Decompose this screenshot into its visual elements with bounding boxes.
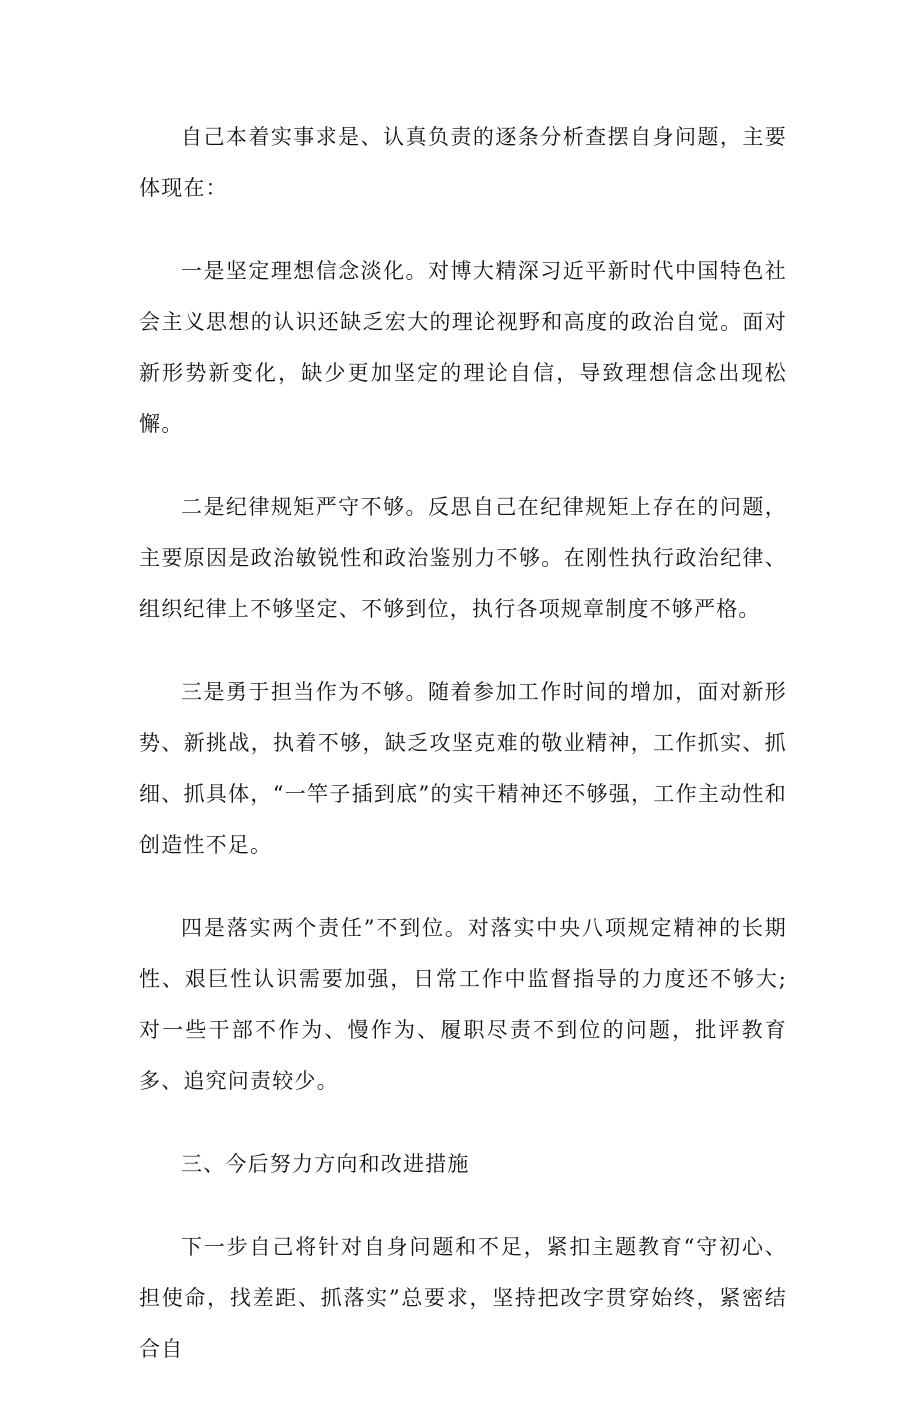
- document-body: [139, 112, 787, 1407]
- issue-paragraph-2: 二是纪律规矩严守不够。反思自己在纪律规矩上存在的问题，主要原因是政治敏锐性和政治鉴别力不够。在刚性执行政治纪律、组织纪律上不够坚定、不够到位，执行各项规章制度不够严格。: [139, 495, 787, 621]
- section-heading: 三、今后努力方向和改进措施: [181, 1152, 470, 1176]
- issue-paragraph-4: 四是落实两个责任”不到位。对落实中央八项规定精神的长期性、艰巨性认识需要加强，日常工作中监督指导的力度还不够大;对一些干部不作为、慢作为、履职尽责不到位的问题，批评教育多、追究问责较少。: [139, 916, 787, 1093]
- closing-paragraph: 下一步自己将针对自身问题和不足，紧扣主题教育“守初心、担使命，找差距、抓落实”总要求，坚持把改字贯穿始终，紧密结合自: [139, 1235, 787, 1361]
- issue-paragraph-3: 三是勇于担当作为不够。随着参加工作时间的增加，面对新形势、新挑战，执着不够，缺乏攻坚克难的敬业精神，工作抓实、抓细、抓具体，“一竿子插到底”的实干精神还不够强，工作主动性和创造性不足。: [139, 680, 787, 857]
- intro-paragraph: 自己本着实事求是、认真负责的逐条分析查摆自身问题，主要体现在：: [139, 125, 787, 200]
- issue-paragraph-1: 一是坚定理想信念淡化。对博大精深习近平新时代中国特色社会主义思想的认识还缺乏宏大的理论视野和高度的政治自觉。面对新形势新变化，缺少更加坚定的理论自信，导致理想信念出现松懈。: [139, 259, 787, 436]
